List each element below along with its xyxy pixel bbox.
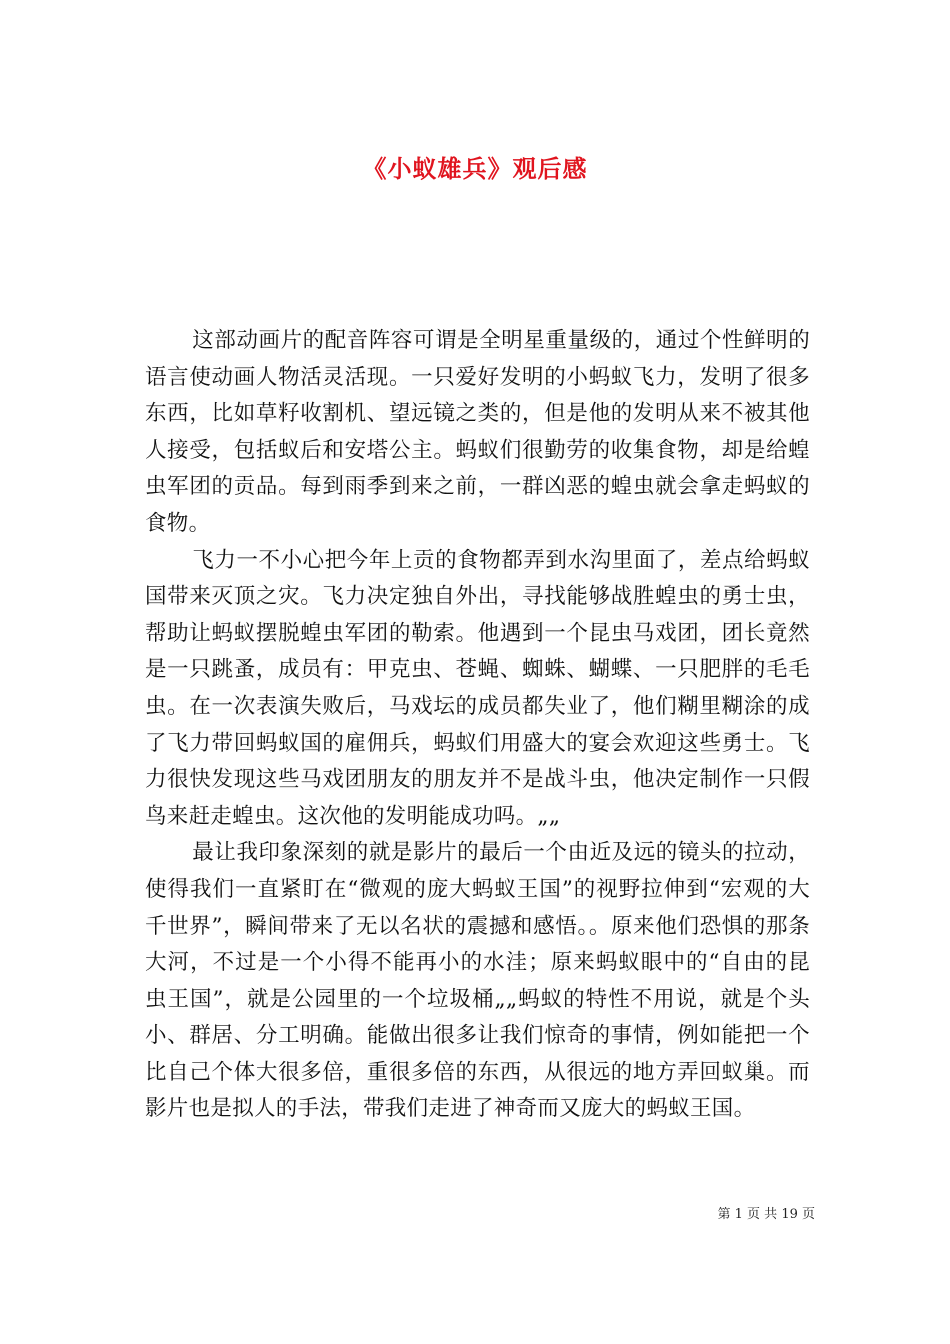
paragraph-1: 这部动画片的配音阵容可谓是全明星重量级的，通过个性鲜明的语言使动画人物活灵活现。一只爱好发明的小蚂蚁飞力，发明了很多东西，比如草籽收割机、望远镜之类的，但是他的发明从来不被其他人接受，包括蚁后和安塔公主。蚂蚁们很勤劳的收集食物，却是给蝗虫军团的贡品。每到雨季到来之前，一群凶恶的蝗虫就会拿走蚂蚁的食物。 [145,328,810,536]
document-title: 《小蚁雄兵》观后感 [362,154,588,184]
paragraph-3: 最让我印象深刻的就是影片的最后一个由近及远的镜头的拉动，使得我们一直紧盯在“微观的庞大蚂蚁王国”的视野拉伸到“宏观的大千世界”，瞬间带来了无以名状的震撼和感悟。。原来他们恐惧的那条大河，不过是一个小得不能再小的水洼；原来蚂蚁眼中的“自由的昆虫王国”，就是公园里的一个垃圾桶„„蚂蚁的特性不用说，就是个头小、群居、分工明确。能做出很多让我们惊奇的事情，例如能把一个比自己个体大很多倍，重很多倍的东西，从很远的地方弄回蚁巢。而影片也是拟人的手法，带我们走进了神奇而又庞大的蚂蚁王国。 [145,840,810,1122]
page-number-footer: 第 1 页 共 19 页 [717,1207,815,1222]
paragraph-2: 飞力一不小心把今年上贡的食物都弄到水沟里面了，差点给蚂蚁国带来灭顶之灾。飞力决定独自外出，寻找能够战胜蝗虫的勇士虫，帮助让蚂蚁摆脱蝗虫军团的勒索。他遇到一个昆虫马戏团，团长竟然是一只跳蚤，成员有：甲克虫、苍蝇、蜘蛛、蝴蝶、一只肥胖的毛毛虫。在一次表演失败后，马戏坛的成员都失业了，他们糊里糊涂的成了飞力带回蚂蚁国的雇佣兵，蚂蚁们用盛大的宴会欢迎这些勇士。飞力很快发现这些马戏团朋友的朋友并不是战斗虫，他决定制作一只假鸟来赶走蝗虫。这次他的发明能成功吗。„„ [145,547,810,829]
document-body [145,323,810,1128]
